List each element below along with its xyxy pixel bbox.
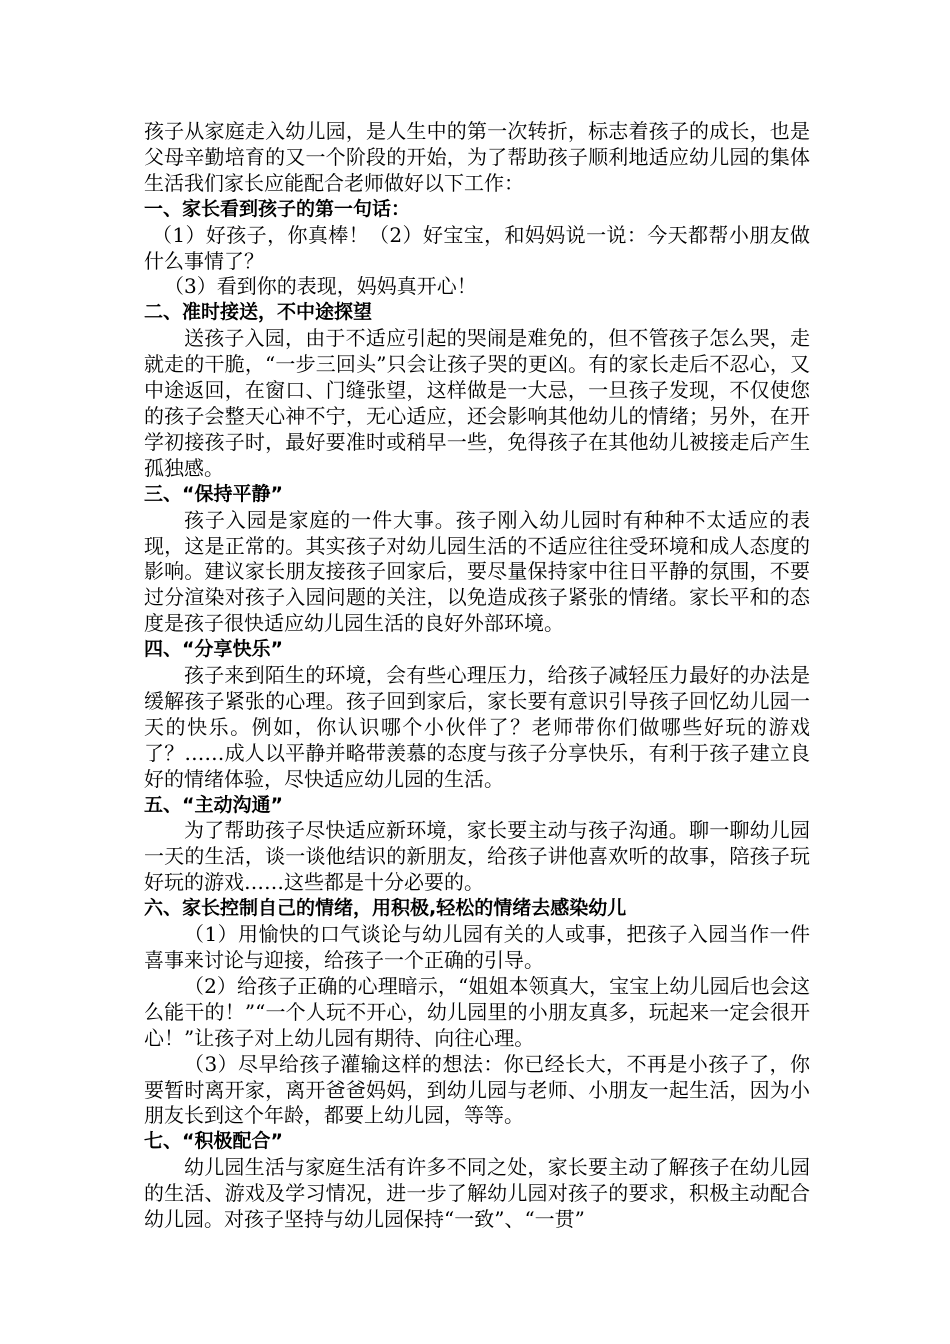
section-6-heading: 六、家长控制自己的情绪，用积极,轻松的情绪去感染幼儿 xyxy=(144,897,627,920)
section-7-paragraph-1: 幼儿园生活与家庭生活有许多不同之处，家长要主动了解孩子在幼儿园的生活、游戏及学习情况，进一步了解幼儿园对孩子的要求，积极主动配合幼儿园。对孩子坚持与幼儿园保持“一致”、“一贯” xyxy=(144,1155,810,1232)
section-7-heading: 七、“积极配合” xyxy=(144,1130,283,1153)
section-2-heading: 二、准时接送，不中途探望 xyxy=(144,301,373,324)
section-5-heading: 五、“主动沟通” xyxy=(144,793,283,816)
section-4-paragraph-1: 孩子来到陌生的环境，会有些心理压力，给孩子减轻压力最好的办法是缓解孩子紧张的心理。孩子回到家后，家长要有意识引导孩子回忆幼儿园一天的快乐。例如，你认识哪个小伙伴了？老师带你们做哪些好玩的游戏了？……成人以平静并略带羡慕的态度与孩子分享快乐，有利于孩子建立良好的情绪体验，尽快适应幼儿园的生活。 xyxy=(144,663,810,791)
section-6-paragraph-1: （1）用愉快的口气谈论与幼儿园有关的人或事，把孩子入园当作一件喜事来讨论与迎接，给孩子一个正确的引导。 xyxy=(144,922,810,972)
intro-paragraph: 孩子从家庭走入幼儿园，是人生中的第一次转折，标志着孩子的成长，也是父母辛勤培育的又一个阶段的开始，为了帮助孩子顺利地适应幼儿园的集体生活我们家长应能配合老师做好以下工作： xyxy=(144,119,810,195)
section-3-heading: 三、“保持平静” xyxy=(144,482,283,505)
section-2-paragraph-1: 送孩子入园，由于不适应引起的哭闹是难免的，但不管孩子怎么哭，走就走的干脆，“一步三回头”只会让孩子哭的更凶。有的家长走后不忍心，又中途返回，在窗口、门缝张望，这样做是一大忌，一旦孩子发现，不仅使您的孩子会整天心神不宁，无心适应，还会影响其他幼儿的情绪；另外，在开学初接孩子时，最好要准时或稍早一些，免得孩子在其他幼儿被接走后产生孤独感。 xyxy=(144,326,810,480)
section-6-paragraph-3: （3）尽早给孩子灌输这样的想法：你已经长大，不再是小孩子了，你要暂时离开家，离开爸爸妈妈，到幼儿园与老师、小朋友一起生活，因为小朋友长到这个年龄，都要上幼儿园，等等。 xyxy=(144,1051,810,1128)
section-4-heading: 四、“分享快乐” xyxy=(144,638,283,661)
section-1-paragraph-2: （3）看到你的表现，妈妈真开心！ xyxy=(164,274,477,299)
section-6-paragraph-2: （2）给孩子正确的心理暗示，“姐姐本领真大，宝宝上幼儿园后也会这么能干的！”“一个人玩不开心，幼儿园里的小朋友真多，玩起来一定会很开心！”让孩子对上幼儿园有期待、向往心理。 xyxy=(144,973,810,1050)
section-3-paragraph-1: 孩子入园是家庭的一件大事。孩子刚入幼儿园时有种种不太适应的表现，这是正常的。其实孩子对幼儿园生活的不适应往往受环境和成人态度的影响。建议家长朋友接孩子回家后，要尽量保持家中往日平静的氛围，不要过分渲染对孩子入园问题的关注，以免造成孩子紧张的情绪。家长平和的态度是孩子很快适应幼儿园生活的良好外部环境。 xyxy=(144,507,810,636)
section-5-paragraph-1: 为了帮助孩子尽快适应新环境，家长要主动与孩子沟通。聊一聊幼儿园一天的生活，谈一谈他结识的新朋友，给孩子讲他喜欢听的故事，陪孩子玩好玩的游戏……这些都是十分必要的。 xyxy=(144,818,810,895)
document-page xyxy=(144,119,810,1233)
section-1-heading: 一、家长看到孩子的第一句话： xyxy=(144,197,411,220)
section-1-paragraph-1: （1）好孩子，你真棒！（2）好宝宝，和妈妈说一说：今天都帮小朋友做什么事情了？ xyxy=(144,222,810,273)
